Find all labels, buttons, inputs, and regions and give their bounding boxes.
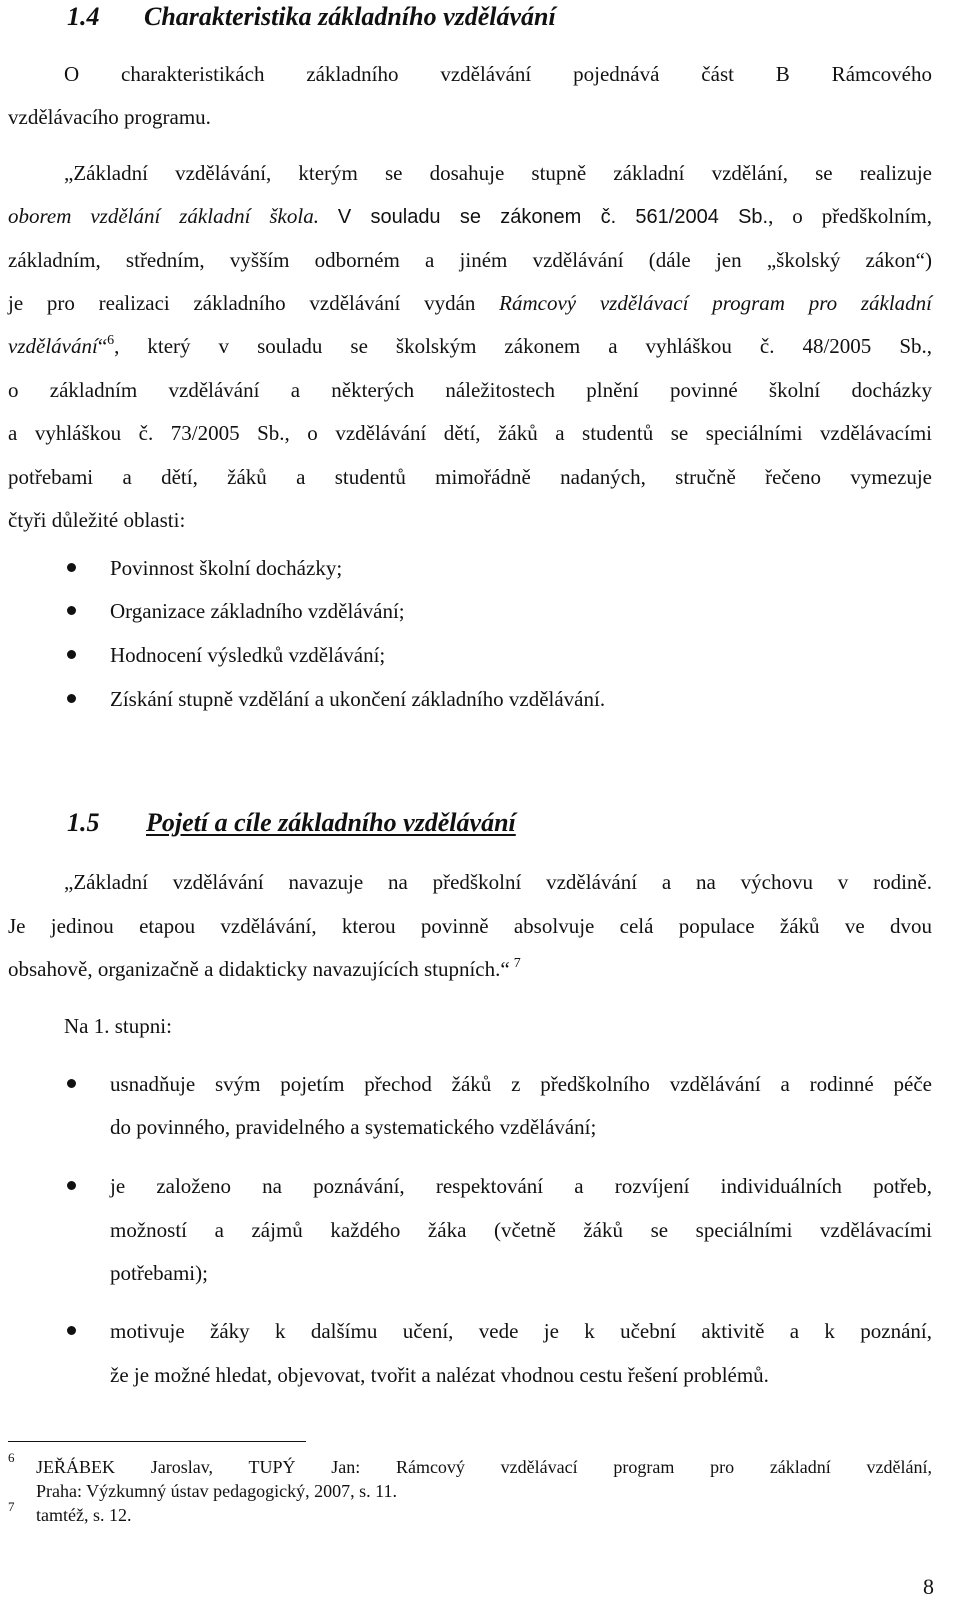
- quote-line-4: [8, 290, 932, 316]
- list-item-area-4: Získání stupně vzdělání a ukončení základního vzdělávání.: [110, 687, 606, 711]
- footnote-ref-7: 7: [513, 956, 521, 971]
- bullet-icon: [67, 694, 76, 703]
- quote-line-5-rest: , který v souladu se školským zákonem a vyhláškou č. 48/2005 Sb.,: [114, 334, 932, 358]
- list-item-area-1: Povinnost školní docházky;: [110, 556, 343, 580]
- bullet-icon: [67, 1181, 76, 1190]
- goals-quote-line-1: „Základní vzdělávání navazuje na předškolní vzdělávání a na výchovu v rodině.: [64, 870, 932, 894]
- bullet-icon: [67, 1079, 76, 1088]
- paragraph-intro-line-2: vzdělávacího programu.: [8, 105, 211, 129]
- goals-quote-line-3: [8, 956, 932, 982]
- law-reference-tail: , o předškolním,: [768, 204, 932, 228]
- stage-item-3-line-1: motivuje žáky k dalšímu učení, vede je k učební aktivitě a k poznání,: [110, 1319, 932, 1343]
- section-number: 1.4: [67, 2, 100, 31]
- quote-line-6: o základním vzdělávání a některých náležitostech plnění povinné školní docházky: [8, 378, 932, 402]
- footnote-ref-6: 6: [107, 333, 115, 348]
- quote-line-9: čtyři důležité oblasti:: [8, 508, 186, 532]
- goals-quote-line-3-text: obsahově, organizačně a didakticky navazujících stupních.“: [8, 957, 510, 981]
- stage-item-2-line-2: možností a zájmů každého žáka (včetně žáků se speciálními vzdělávacími: [110, 1218, 932, 1242]
- stage-label: Na 1. stupni:: [64, 1014, 172, 1038]
- stage-item-2-line-1: je založeno na poznávání, respektování a rozvíjení individuálních potřeb,: [110, 1174, 932, 1198]
- stage-item-1-line-2: do povinného, pravidelného a systematického vzdělávání;: [110, 1115, 597, 1139]
- list-item-area-3: Hodnocení výsledků vzdělávání;: [110, 643, 386, 667]
- quote-line-8: potřebami a dětí, žáků a studentů mimořádně nadaných, stručně řečeno vymezuje: [8, 465, 932, 489]
- quote-line-4-start: je pro realizaci základního vzdělávání vydán: [8, 291, 476, 315]
- footnote-separator: [8, 1441, 306, 1442]
- section-heading-1-4: [67, 2, 556, 32]
- term-italic: oborem vzdělání základní škola.: [8, 204, 319, 228]
- bullet-icon: [67, 1326, 76, 1335]
- bullet-icon: [67, 650, 76, 659]
- quote-line-5: [8, 333, 932, 359]
- goals-quote-line-2: Je jedinou etapou vzdělávání, kterou povinně absolvuje celá populace žáků ve dvou: [8, 914, 932, 938]
- quote-close: “: [97, 334, 108, 358]
- stage-item-1-line-1: usnadňuje svým pojetím přechod žáků z předškolního vzdělávání a rodinné péče: [110, 1072, 932, 1096]
- section-heading-1-5: [67, 808, 516, 838]
- quote-line-7: a vyhláškou č. 73/2005 Sb., o vzdělávání dětí, žáků a studentů se speciálními vzdělávacími: [8, 421, 932, 445]
- list-item-area-2: Organizace základního vzdělávání;: [110, 599, 405, 623]
- page-number: 8: [923, 1574, 934, 1599]
- rvp-title-a: Rámcový vzdělávací program pro základní: [499, 291, 932, 315]
- section-title: Charakteristika základního vzdělávání: [144, 2, 556, 31]
- footnote-number: 7: [8, 1499, 15, 1514]
- footnote-6-line-2: Praha: Výzkumný ústav pedagogický, 2007, s. 11.: [36, 1481, 397, 1501]
- section-number: 1.5: [67, 808, 100, 837]
- footnote-6-line-1: JEŘÁBEK Jaroslav, TUPÝ Jan: Rámcový vzdělávací program pro základní vzdělání,: [36, 1457, 932, 1477]
- bullet-icon: [67, 606, 76, 615]
- paragraph-intro-line-1: O charakteristikách základního vzdělávání pojednává část B Rámcového: [64, 62, 932, 86]
- quote-line-3: základním, středním, vyšším odborném a jiném vzdělávání (dále jen „školský zákon“): [8, 248, 932, 272]
- stage-item-2-line-3: potřebami);: [110, 1261, 208, 1285]
- section-title: Pojetí a cíle základního vzdělávání: [146, 808, 516, 837]
- bullet-icon: [67, 563, 76, 572]
- footnote-7-line-1: tamtéž, s. 12.: [36, 1505, 132, 1525]
- footnote-number: 6: [8, 1450, 15, 1465]
- quote-line-1: „Základní vzdělávání, kterým se dosahuje stupně základní vzdělání, se realizuje: [64, 161, 932, 185]
- quote-line-2: [8, 203, 932, 230]
- law-reference: V souladu se zákonem č. 561/2004 Sb.: [337, 206, 769, 228]
- stage-item-3-line-2: že je možné hledat, objevovat, tvořit a nalézat vhodnou cestu řešení problémů.: [110, 1363, 769, 1387]
- rvp-title-b: vzdělávání: [8, 334, 98, 358]
